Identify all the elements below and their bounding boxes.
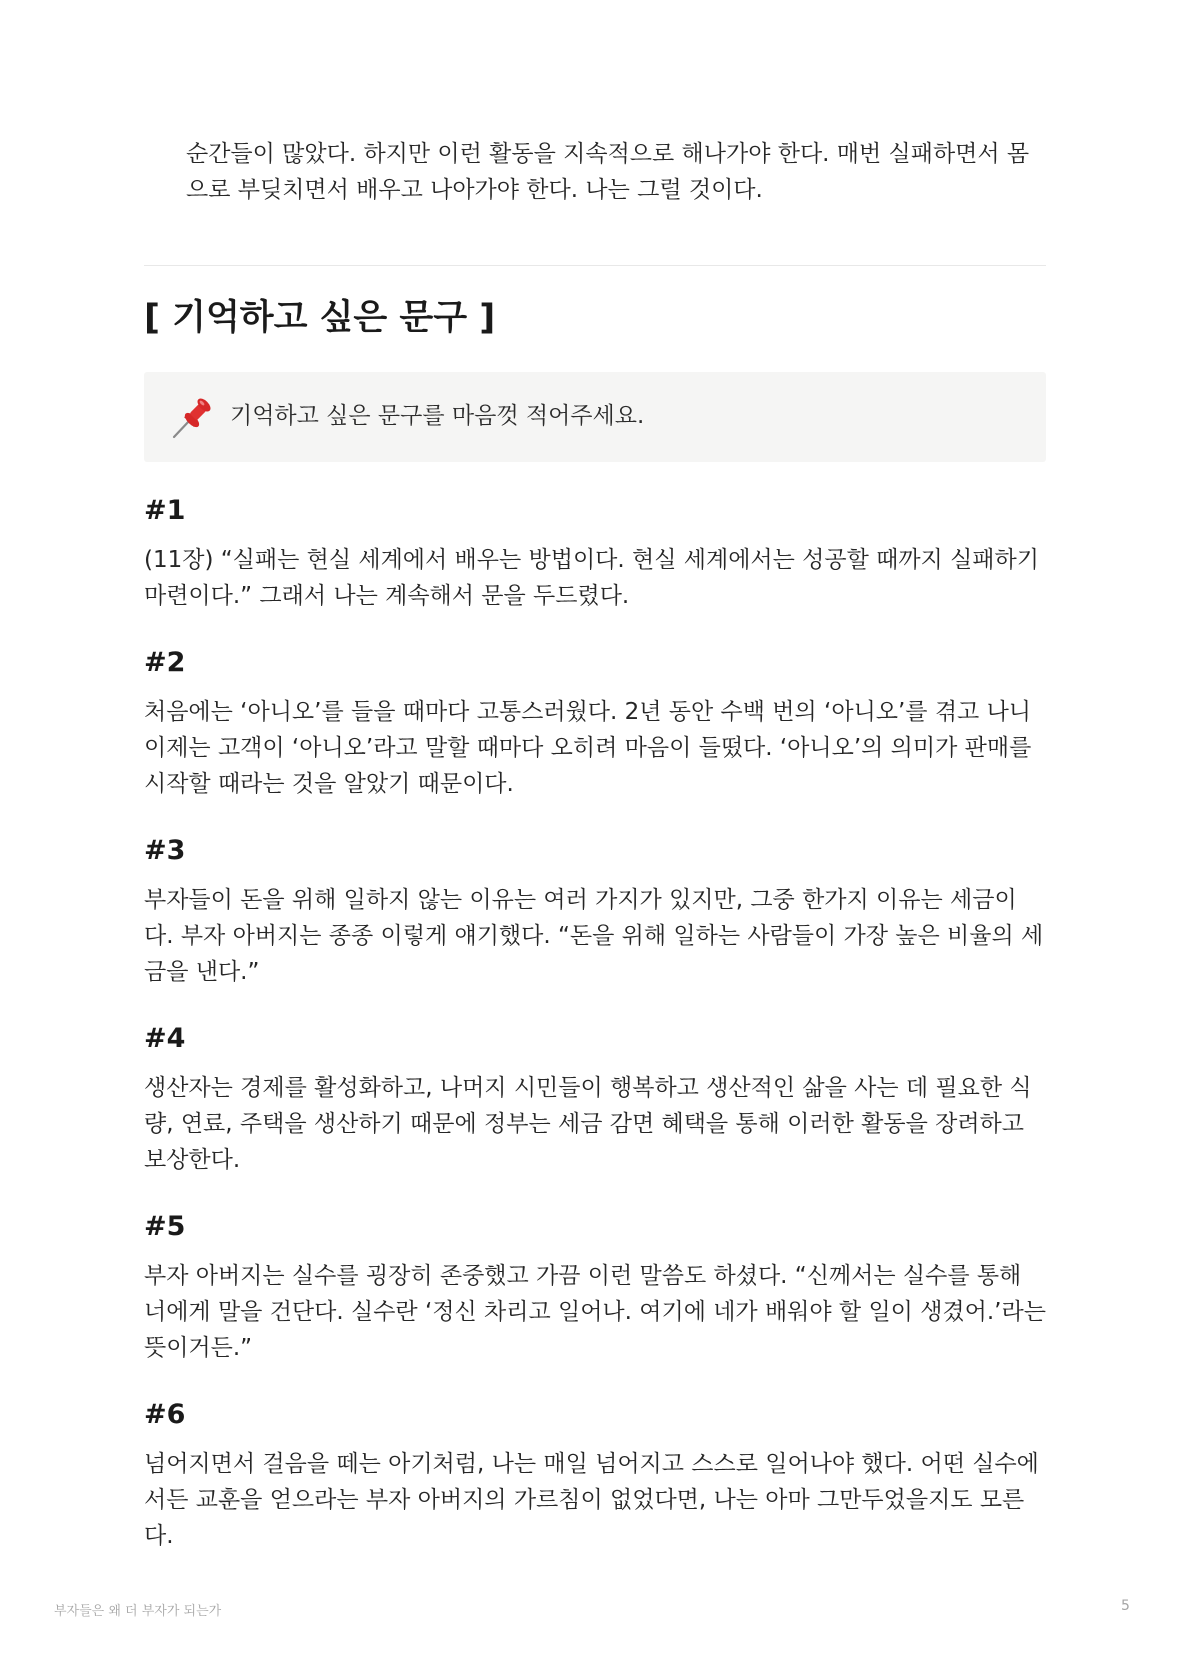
quote-item [144, 1020, 1046, 1178]
quote-item [144, 832, 1046, 990]
quote-body: 생산자는 경제를 활성화하고, 나머지 시민들이 행복하고 생산적인 삶을 사는 데 필요한 식량, 연료, 주택을 생산하기 때문에 정부는 세금 감면 혜택을 통해 이러한 활동을 장려하고 보상한다. [144, 1075, 1032, 1173]
quote-body: 부자 아버지는 실수를 굉장히 존중했고 가끔 이런 말씀도 하셨다. “신께서는 실수를 통해 너에게 말을 건단다. 실수란 ‘정신 차리고 일어나. 여기에 네가 배워야 할 일이 생겼어.’라는 뜻이거든.” [144, 1263, 1046, 1361]
section-title: [ 기억하고 싶은 문구 ] [144, 298, 496, 338]
quote-body: 처음에는 ‘아니오’를 들을 때마다 고통스러웠다. 2년 동안 수백 번의 ‘아니오’를 겪고 나니 이제는 고객이 ‘아니오’라고 말할 때마다 오히려 마음이 들떴다. ‘아니오’의 의미가 판매를 시작할 때라는 것을 알았기 때문이다. [144, 699, 1032, 797]
quote-heading: #6 [144, 1399, 186, 1430]
quote-item [144, 1208, 1046, 1366]
quote-heading: #3 [144, 835, 186, 866]
quote-item [144, 1396, 1046, 1554]
footer-book-title: 부자들은 왜 더 부자가 되는가 [54, 1604, 222, 1619]
quote-item [144, 492, 1046, 614]
quote-heading: #1 [144, 495, 186, 526]
callout-text: 기억하고 싶은 문구를 마음껏 적어주세요. [230, 402, 645, 429]
quote-body: 부자들이 돈을 위해 일하지 않는 이유는 여러 가지가 있지만, 그중 한가지 이유는 세금이다. 부자 아버지는 종종 이렇게 얘기했다. “돈을 위해 일하는 사람들이 가장 높은 비율의 세금을 낸다.” [144, 887, 1044, 985]
intro-paragraph: 순간들이 많았다. 하지만 이런 활동을 지속적으로 해나가야 한다. 매번 실패하면서 몸으로 부딪치면서 배우고 나아가야 한다. 나는 그럴 것이다. [186, 141, 1030, 203]
quote-body: 넘어지면서 걸음을 떼는 아기처럼, 나는 매일 넘어지고 스스로 일어나야 했다. 어떤 실수에서든 교훈을 얻으라는 부자 아버지의 가르침이 없었다면, 나는 아마 그만두었을지도 모른다. [144, 1451, 1039, 1549]
section-divider [144, 265, 1046, 266]
quote-body: (11장) “실패는 현실 세계에서 배우는 방법이다. 현실 세계에서는 성공할 때까지 실패하기 마련이다.” 그래서 나는 계속해서 문을 두드렸다. [144, 547, 1039, 609]
page-content [144, 136, 1046, 1554]
quote-heading: #5 [144, 1211, 186, 1242]
pushpin-icon [168, 393, 216, 441]
callout-box [144, 372, 1046, 462]
quote-heading: #2 [144, 647, 186, 678]
quote-item [144, 644, 1046, 802]
quote-heading: #4 [144, 1023, 186, 1054]
page-number: 5 [1121, 1598, 1130, 1614]
